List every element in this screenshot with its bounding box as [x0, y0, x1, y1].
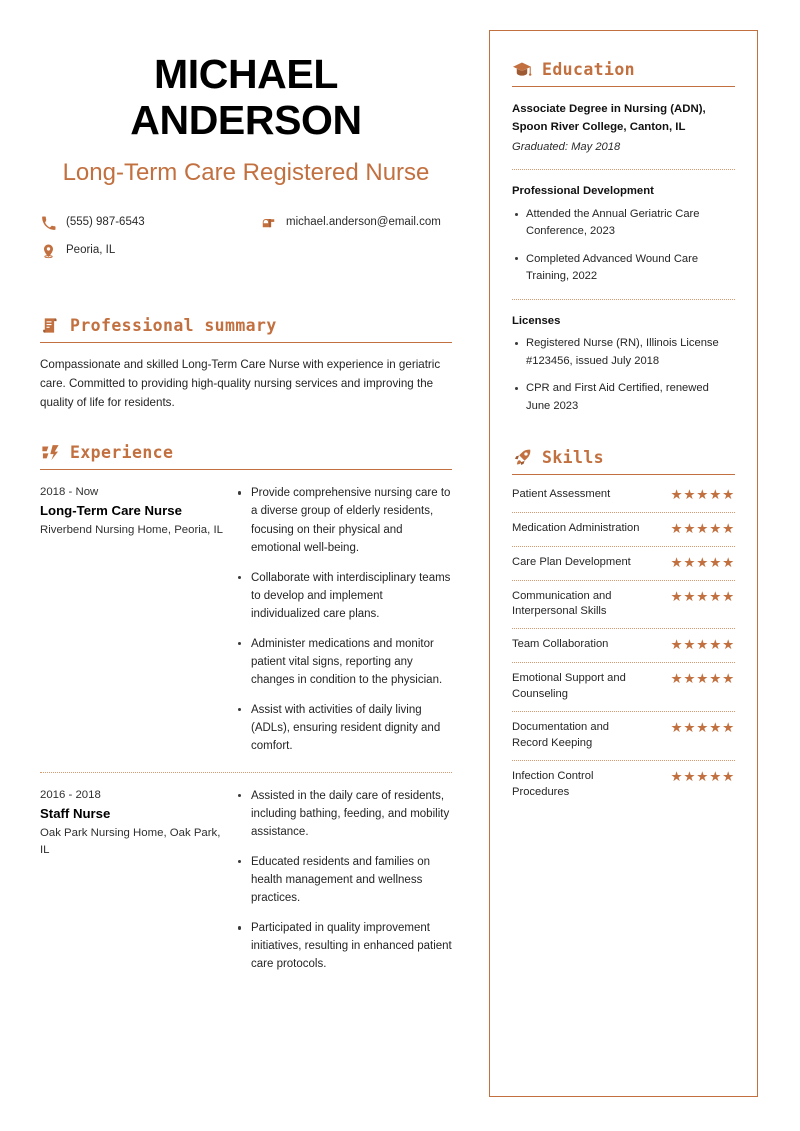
- experience-bullet-list: [236, 484, 452, 755]
- experience-entry: [40, 484, 452, 755]
- education-title: Education: [542, 60, 636, 79]
- experience-entry: [40, 787, 452, 973]
- contact-location-text: Peoria, IL: [66, 244, 116, 257]
- skills-list: [512, 487, 735, 801]
- professional-summary-title: Professional summary: [70, 316, 277, 336]
- skill-name: Emotional Support and Counseling: [512, 672, 626, 701]
- skill-name: Medication Administration: [512, 521, 640, 534]
- experience-bullet-list: [236, 787, 452, 973]
- skill-divider: [512, 662, 735, 663]
- name-line-2: ANDERSON: [130, 96, 362, 143]
- professional-summary-section: [40, 315, 452, 412]
- section-rule: [512, 86, 735, 87]
- skills-section: [512, 447, 735, 801]
- experience-entry-meta: [40, 787, 236, 973]
- skill-name: Infection Control Procedures: [512, 769, 594, 798]
- licenses-heading: Licenses: [512, 314, 561, 327]
- experience-entry-details: [236, 787, 452, 973]
- professional-development-list: [512, 206, 735, 285]
- right-panel: [489, 30, 758, 1097]
- skill-divider: [512, 580, 735, 581]
- experience-dates: 2018 - Now: [40, 486, 99, 499]
- section-rule: [512, 474, 735, 475]
- left-column: [40, 52, 452, 973]
- experience-dates: 2016 - 2018: [40, 789, 101, 802]
- licenses-divider: [512, 299, 735, 300]
- skill-row: [512, 637, 735, 654]
- education-divider: [512, 169, 735, 170]
- experience-bullet: Participated in quality improvement initiatives, resulting in enhanced patient care protocols.: [236, 919, 452, 973]
- skill-rating-stars: ★★★★★: [670, 588, 735, 604]
- skill-rating-stars: ★★★★★: [670, 768, 735, 784]
- graduation-cap-icon: [512, 59, 532, 80]
- education-section: [512, 59, 735, 415]
- skill-row: [512, 720, 735, 752]
- education-degree: Associate Degree in Nursing (ADN), Spoon River College, Canton, IL: [512, 103, 706, 133]
- section-rule: [40, 342, 452, 343]
- skill-row: [512, 769, 735, 801]
- list-item: CPR and First Aid Certified, renewed June 2023: [512, 380, 735, 415]
- skill-row: [512, 487, 735, 504]
- experience-heading: [40, 442, 452, 463]
- experience-entry-details: [236, 484, 452, 755]
- phone-icon: [40, 215, 57, 231]
- skill-row: [512, 671, 735, 703]
- experience-company: Riverbend Nursing Home, Peoria, IL: [40, 524, 223, 537]
- professional-summary-heading: [40, 315, 452, 336]
- experience-bullet: Assisted in the daily care of residents, including bathing, feeding, and mobility assistance.: [236, 787, 452, 841]
- skills-title: Skills: [542, 447, 605, 467]
- contact-email-text: michael.anderson@email.com: [286, 216, 441, 229]
- contact-location[interactable]: [40, 243, 260, 259]
- experience-section: [40, 442, 452, 973]
- experience-role: Staff Nurse: [40, 805, 111, 821]
- skill-divider: [512, 760, 735, 761]
- page-title: [40, 52, 452, 144]
- experience-bullet: Administer medications and monitor patient vital signs, reporting any changes in condition to the physician.: [236, 635, 452, 689]
- skill-rating-stars: ★★★★★: [670, 486, 735, 502]
- skill-rating-stars: ★★★★★: [670, 671, 735, 687]
- skill-rating-stars: ★★★★★: [670, 520, 735, 536]
- experience-entry-meta: [40, 484, 236, 755]
- experience-title: Experience: [70, 443, 174, 463]
- skills-heading: [512, 447, 735, 468]
- experience-bullet: Assist with activities of daily living (ADLs), ensuring resident dignity and comfort.: [236, 701, 452, 755]
- experience-bullet: Provide comprehensive nursing care to a diverse group of elderly residents, focusing on their physical and emotional well-being.: [236, 484, 452, 556]
- education-heading: [512, 59, 735, 80]
- skill-name: Documentation and Record Keeping: [512, 721, 610, 749]
- skill-divider: [512, 628, 735, 629]
- skill-divider: [512, 546, 735, 547]
- contact-phone[interactable]: [40, 215, 260, 231]
- skill-rating-stars: ★★★★★: [670, 720, 735, 736]
- contact-phone-text: (555) 987-6543: [66, 216, 145, 229]
- section-rule: [40, 469, 452, 470]
- experience-bullet: Educated residents and families on health management and wellness practices.: [236, 853, 452, 907]
- name-line-1: MICHAEL: [154, 51, 338, 97]
- skill-divider: [512, 711, 735, 712]
- briefcase-icon: [40, 442, 60, 463]
- job-title: Long-Term Care Registered Nurse: [62, 158, 430, 186]
- map-pin-icon: [40, 243, 57, 259]
- mailbox-icon: [260, 215, 277, 231]
- skill-row: [512, 521, 735, 538]
- skill-divider: [512, 512, 735, 513]
- contact-email[interactable]: [260, 215, 452, 231]
- experience-bullet: Collaborate with interdisciplinary teams to develop and implement individualized care plans.: [236, 569, 452, 623]
- professional-development-heading: Professional Development: [512, 185, 654, 198]
- experience-company: Oak Park Nursing Home, Oak Park, IL: [40, 827, 221, 857]
- skill-name: Communication and Interpersonal Skills: [512, 589, 612, 618]
- professional-summary-text: Compassionate and skilled Long-Term Care Nurse with experience in geriatric care. Committed to providing high-quality nursing services and improving the quality of life for residents.: [40, 358, 441, 409]
- skill-name: Care Plan Development: [512, 555, 631, 568]
- rocket-icon: [512, 447, 532, 468]
- skill-row: [512, 555, 735, 572]
- scroll-document-icon: [40, 315, 60, 336]
- skill-name: Patient Assessment: [512, 487, 611, 500]
- list-item: Completed Advanced Wound Care Training, 2022: [512, 251, 735, 286]
- list-item: Registered Nurse (RN), Illinois License #123456, issued July 2018: [512, 335, 735, 370]
- contact-block: [40, 215, 452, 271]
- experience-divider: [40, 772, 452, 773]
- licenses-list: [512, 335, 735, 414]
- skill-rating-stars: ★★★★★: [670, 554, 735, 570]
- education-graduated: Graduated: May 2018: [512, 141, 621, 154]
- skill-row: [512, 589, 735, 621]
- skill-name: Team Collaboration: [512, 638, 609, 651]
- list-item: Attended the Annual Geriatric Care Conference, 2023: [512, 206, 735, 241]
- experience-role: Long-Term Care Nurse: [40, 502, 182, 518]
- skill-rating-stars: ★★★★★: [670, 637, 735, 653]
